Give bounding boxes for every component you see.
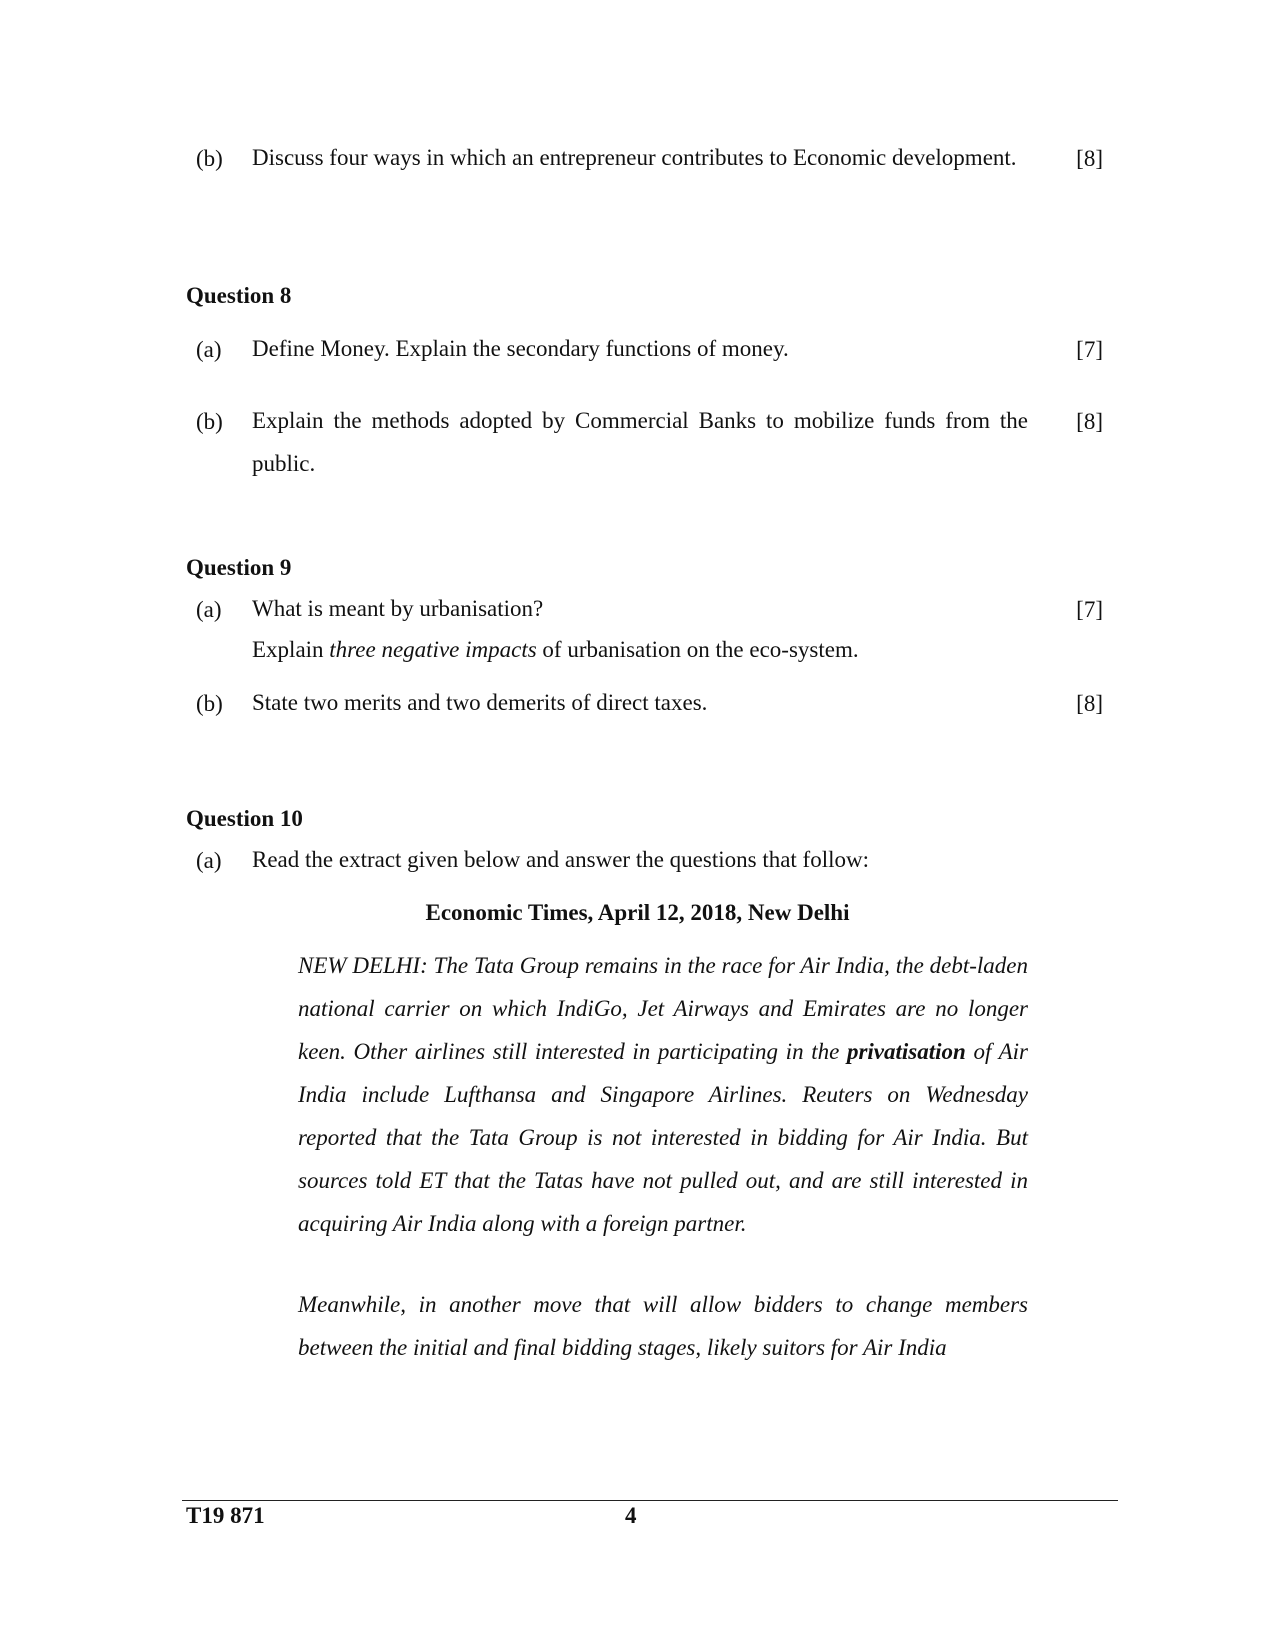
q9b-text: State two merits and two demerits of direct taxes. [252,690,708,715]
q7b-text: Discuss four ways in which an entrepreneur contributes to Economic development. [252,145,1017,170]
question-8-heading: Question 8 [186,283,292,308]
q10a-text: Read the extract given below and answer the questions that follow: [252,847,869,872]
q8a-text: Define Money. Explain the secondary functions of money. [252,336,789,361]
q8b-text: Explain the methods adopted by Commercial Banks to mobilize funds from the public. [252,408,1028,476]
q8a-marks: [7] [1076,337,1103,362]
q9a-line2: Explain three negative impacts of urbanisation on the eco-system. [252,637,859,662]
q7b-marks: [8] [1076,146,1103,171]
extract-bold-term: privatisation [846,1039,966,1064]
q9b-label: (b) [196,691,223,716]
q8b-label: (b) [196,409,223,434]
q9a-line1: What is meant by urbanisation? [252,596,544,621]
q10a-label: (a) [196,848,222,873]
q9a-label: (a) [196,597,222,622]
q8a-label: (a) [196,337,222,362]
q9b-marks: [8] [1076,691,1103,716]
q8b-marks: [8] [1076,409,1103,434]
question-9-heading: Question 9 [186,555,292,580]
extract-paragraph-1: NEW DELHI: The Tata Group remains in the race for Air India, the debt-laden national carrier on which IndiGo, Jet Airways and Emirates are no longer keen. Other airlines still interested in participating in the privatisation of Air India include Lufthansa and Singapore Airlines. Reuters on Wednesday reported that the Tata Group is not interested in bidding for Air India. But sources told ET that the Tatas have not pulled out, and are still interested in acquiring Air India along with a foreign partner. [298,953,1028,1236]
footer-page-number: 4 [625,1503,637,1528]
question-10-heading: Question 10 [186,806,303,831]
extract-paragraph-2: Meanwhile, in another move that will allow bidders to change members between the initial and final bidding stages, likely suitors for Air India [298,1292,1028,1360]
footer-paper-code: T19 871 [186,1503,265,1528]
q9a-emphasis: three negative impacts [329,637,537,662]
q9a-marks: [7] [1076,597,1103,622]
extract-source: Economic Times, April 12, 2018, New Delhi [425,900,850,925]
q7b-label: (b) [196,146,223,171]
footer-rule [182,1500,1118,1501]
